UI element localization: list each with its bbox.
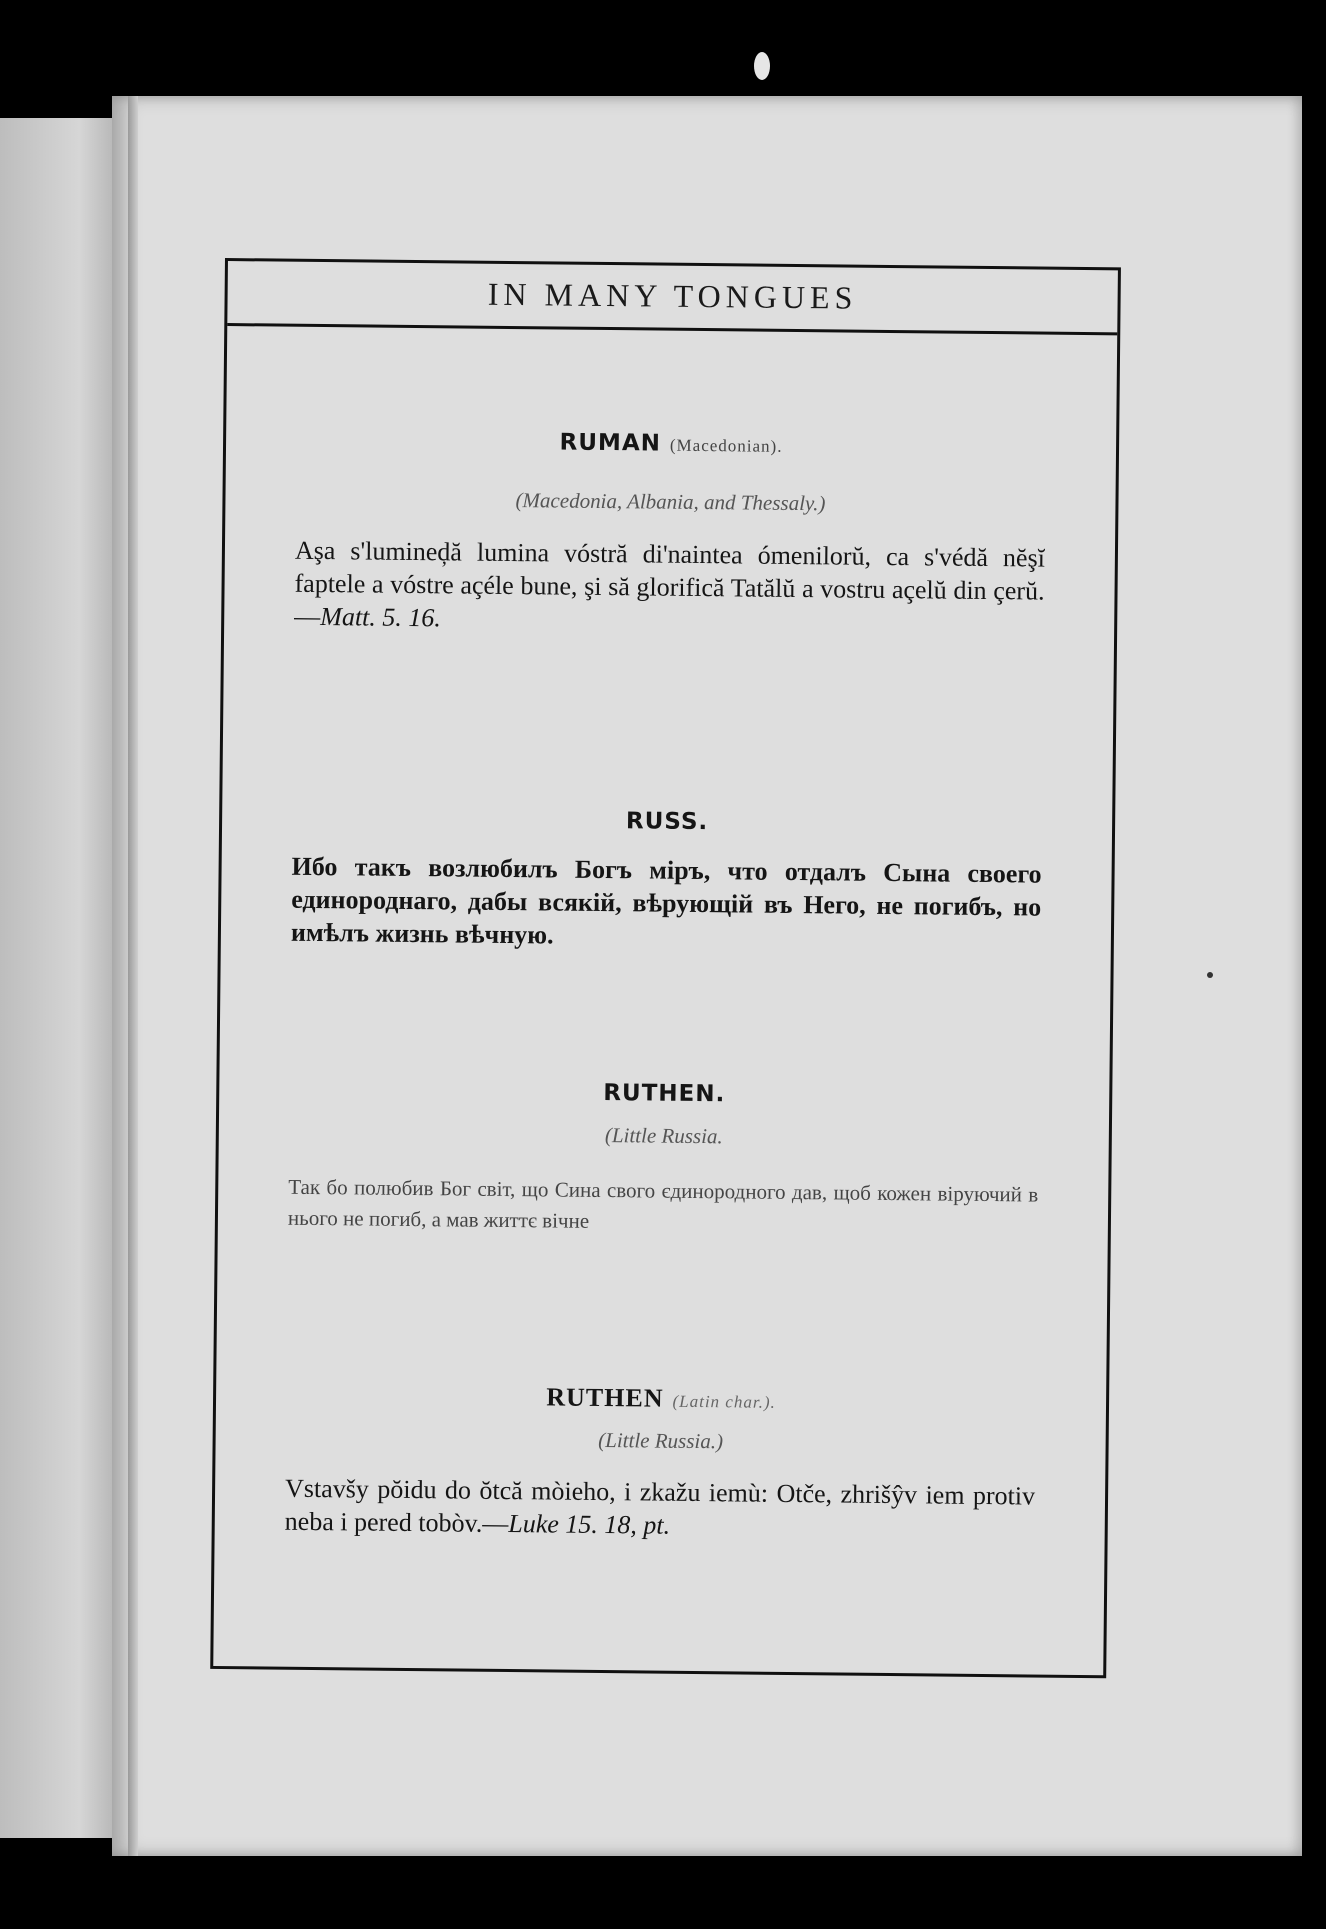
section-text-ruthen: Так бо полюбив Бог світ, що Сина свого єдинородного дав, щоб кожен віруючий в нього не погиб, а мав життє вічне xyxy=(287,1174,1039,1233)
running-header: IN MANY TONGUES xyxy=(487,275,858,316)
section-title-ruthen-latin xyxy=(216,1379,1106,1418)
scan-mark xyxy=(754,52,770,80)
section-subtitle-ruthen-latin: (Little Russia.) xyxy=(598,1427,724,1454)
section-title-note: (Latin char.). xyxy=(672,1391,776,1412)
section-subtitle-ruthen: (Little Russia. xyxy=(604,1123,723,1149)
section-title-text: RUTHEN xyxy=(546,1382,664,1413)
verse-citation: Luke 15. 18, pt. xyxy=(508,1509,671,1540)
verse-citation: Matt. 5. 16. xyxy=(320,602,442,633)
verse-text: Aşa s'lumineḑă lumina vóstră di'naintea ómenilorŭ, ca s'védă nĕşĭ faptele a vóstre açéle bune, şi să glorifică Tatălŭ a vostru açelŭ din çerŭ.— xyxy=(294,535,1046,632)
page-frame xyxy=(210,258,1121,1678)
section-text-ruman xyxy=(294,534,1045,641)
verse-text: Vstavšy pŏidu do ŏtcă mòieho, i zkažu iemù: Otče, zhrišŷv iem protiv neba i pered tobòv.— xyxy=(284,1473,1036,1539)
section-title-russ: RUSS. xyxy=(625,808,709,836)
section-title-ruthen: RUTHEN. xyxy=(603,1080,726,1108)
section-text-russ: Ибо такъ возлюбилъ Богъ міръ, что отдалъ Сына своего единороднаго, дабы всякій, вѣрующій въ Него, не погибъ, но имѣлъ жизнь вѣчную. xyxy=(290,851,1042,950)
section-title-text: RUMAN xyxy=(559,429,662,457)
page-spine xyxy=(128,96,138,1856)
section-title-note: (Macedonian). xyxy=(669,435,783,456)
header-rule xyxy=(227,323,1117,335)
section-subtitle-ruman: (Macedonia, Albania, and Thessaly.) xyxy=(515,488,826,516)
section-text-ruthen-latin xyxy=(285,1472,1036,1546)
section-title-ruman xyxy=(226,426,1116,461)
scan-speck xyxy=(1207,972,1213,978)
